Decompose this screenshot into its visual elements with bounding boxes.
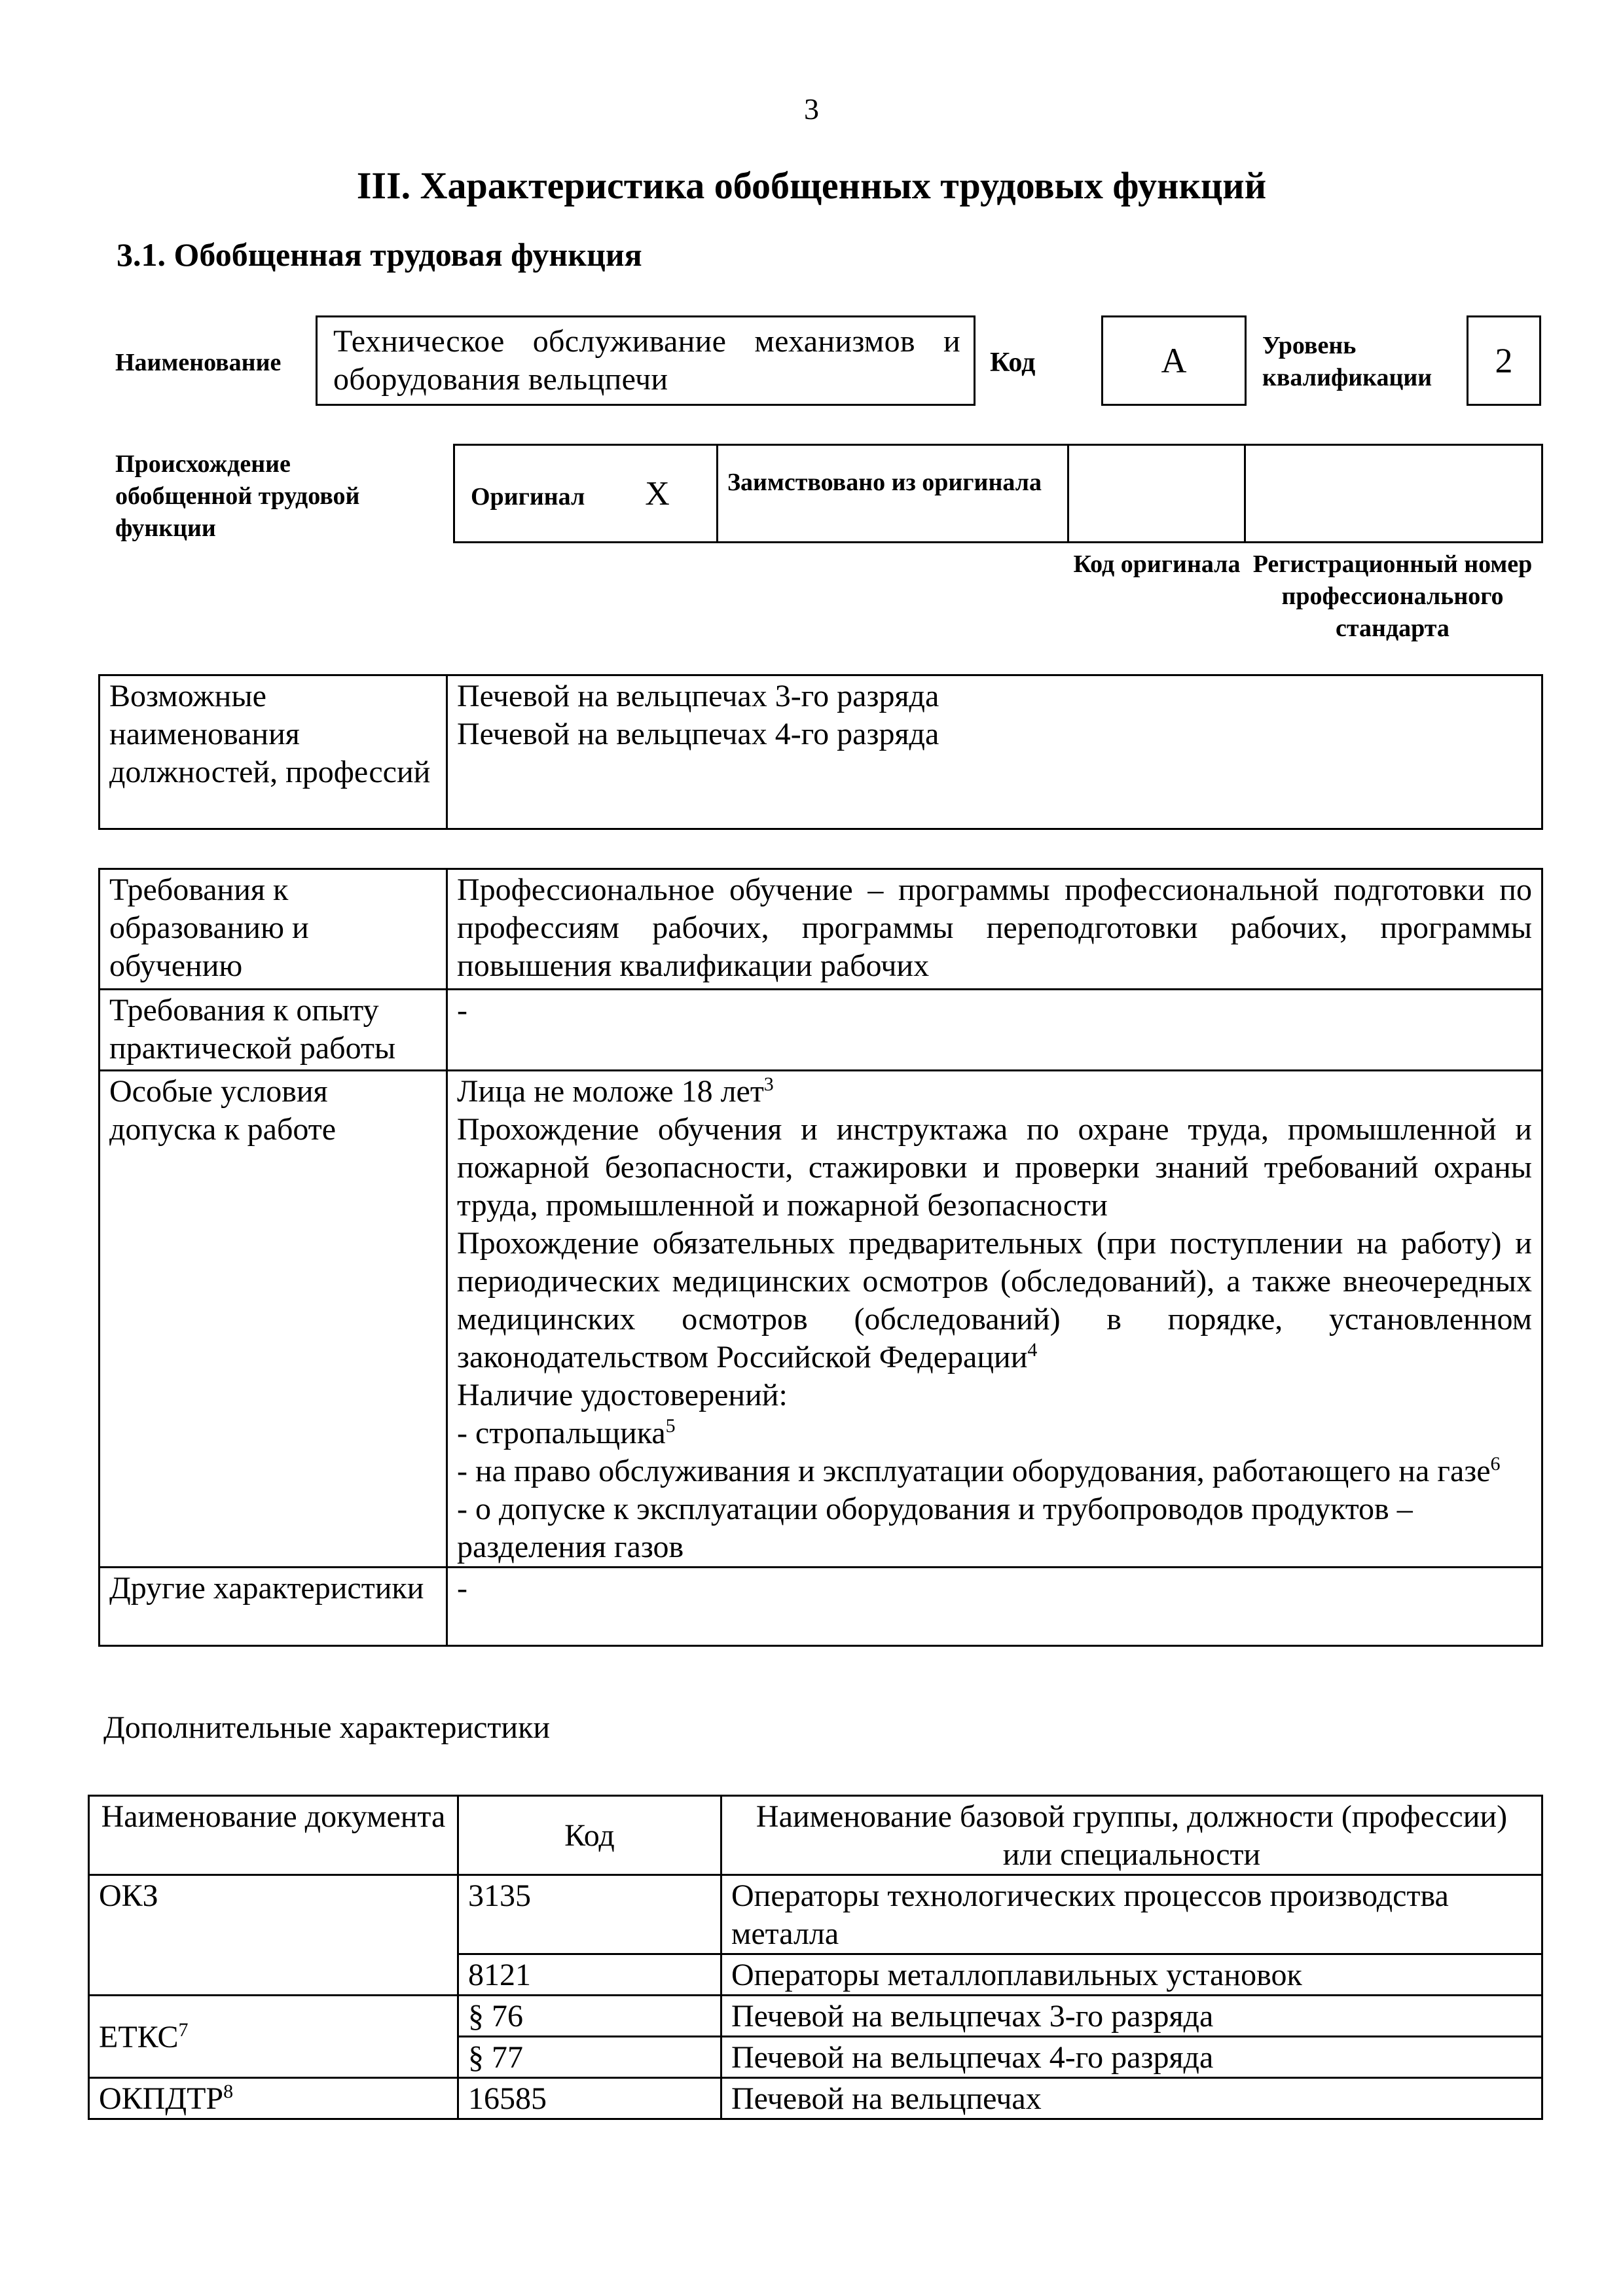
doc-cell: ОКЗ <box>89 1875 458 1996</box>
level-value: 2 <box>1495 341 1513 380</box>
level-value-box <box>1467 315 1541 406</box>
req-experience-label: Требования к опыту практической работы <box>100 990 447 1071</box>
doc-cell: ЕТКС$^7$ <box>89 1996 458 2078</box>
special-line: - стропальщика$^5$ <box>457 1415 676 1450</box>
code-value-box <box>1101 315 1247 406</box>
req-other-value: - <box>447 1568 1542 1646</box>
additional-title: Дополнительные характеристики <box>103 1710 551 1745</box>
code-value: A <box>1161 341 1187 380</box>
group-name-cell: Печевой на вельцпечах <box>721 2078 1542 2119</box>
req-education-label: Требования к образованию и обучению <box>100 869 447 990</box>
footnote-ref: 7 <box>178 2018 189 2041</box>
special-line: Прохождение обучения и инструктажа по охране труда, промышленной и пожарной безопасности, стажировки и проверки знаний требований охраны труда, промышленной и пожарной безопасности <box>457 1112 1532 1223</box>
footnote-ref: 6 <box>1490 1453 1501 1475</box>
header-name: Наименование базовой группы, должности (профессии) или специальности <box>721 1796 1542 1875</box>
footnote-ref: 8 <box>223 2081 234 2102</box>
header-doc: Наименование документа <box>89 1796 458 1875</box>
req-other-label: Другие характеристики <box>100 1568 447 1646</box>
position-item: Печевой на вельцпечах 3-го разряда <box>457 679 939 713</box>
code-label: Код <box>990 348 1036 378</box>
positions-table <box>98 674 1543 830</box>
name-value-box <box>316 315 976 406</box>
special-line: Прохождение обязательных предварительных (при поступлении на работу) и периодических медицинских осмотров (обследований), а также внеочередных медицинских осмотров (обследований) в порядке, установленном законодательством Российской Федерации$^4$ <box>457 1226 1532 1374</box>
borrowed-label: Заимствовано из оригинала <box>727 469 1042 496</box>
header-code: Код <box>458 1796 721 1875</box>
code-cell: 8121 <box>458 1954 721 1996</box>
page-number: 3 <box>804 92 819 126</box>
code-cell: 3135 <box>458 1875 721 1954</box>
original-label: Оригинал <box>471 482 585 511</box>
origin-label: Происхождение обобщенной трудовой функции <box>115 450 360 542</box>
original-mark: X <box>645 475 670 512</box>
code-cell: § 76 <box>458 1996 721 2037</box>
req-special-value <box>447 1071 1542 1568</box>
code-original-caption: Код оригинала <box>1073 550 1241 578</box>
special-line: Лица не моложе 18 лет$^3$ <box>457 1073 774 1109</box>
req-experience-value: - <box>447 990 1542 1071</box>
special-line: - о допуске к эксплуатации оборудования и трубопроводов продуктов – разделения газов <box>457 1492 1413 1564</box>
group-name-cell: Печевой на вельцпечах 3-го разряда <box>721 1996 1542 2037</box>
group-name-cell: Печевой на вельцпечах 4-го разряда <box>721 2037 1542 2078</box>
special-line: Наличие удостоверений: <box>457 1378 788 1412</box>
footnote-ref: 5 <box>665 1415 676 1437</box>
section-title: III. Характеристика обобщенных трудовых функций <box>356 164 1267 207</box>
code-cell: § 77 <box>458 2037 721 2078</box>
origin-table <box>453 444 1543 543</box>
origin-code-cell <box>1068 445 1245 543</box>
origin-original-cell <box>454 445 718 543</box>
additional-table <box>88 1795 1543 2120</box>
origin-borrowed-cell <box>718 445 1068 543</box>
req-special-label: Особые условия допуска к работе <box>100 1071 447 1568</box>
group-name-cell: Операторы металлоплавильных установок <box>721 1954 1542 1996</box>
level-label: Уровень квалификации <box>1262 332 1432 391</box>
group-name-cell: Операторы технологических процессов производства металла <box>721 1875 1542 1954</box>
doc-cell: ОКПДТР$^8$ <box>89 2078 458 2119</box>
req-education-value: Профессиональное обучение – программы профессиональной подготовки по профессиям рабочих, программы переподготовки рабочих, программы повышения квалификации рабочих <box>447 869 1542 990</box>
requirements-table <box>98 868 1543 1647</box>
subsection-title: 3.1. Обобщенная трудовая функция <box>117 236 642 273</box>
reg-number-caption: Регистрационный номер профессионального стандарта <box>1252 550 1533 642</box>
footnote-ref: 4 <box>1027 1339 1038 1361</box>
position-item: Печевой на вельцпечах 4-го разряда <box>457 717 939 751</box>
positions-label: Возможные наименования должностей, профессий <box>100 675 447 829</box>
name-label: Наименование <box>115 349 282 376</box>
special-line: - на право обслуживания и эксплуатации оборудования, работающего на газе$^6$ <box>457 1453 1501 1488</box>
footnote-ref: 3 <box>763 1073 774 1095</box>
code-cell: 16585 <box>458 2078 721 2119</box>
origin-reg-cell <box>1245 445 1542 543</box>
positions-values <box>447 675 1542 829</box>
name-value: Техническое обслуживание механизмов и оборудования вельцпечи <box>333 324 960 397</box>
